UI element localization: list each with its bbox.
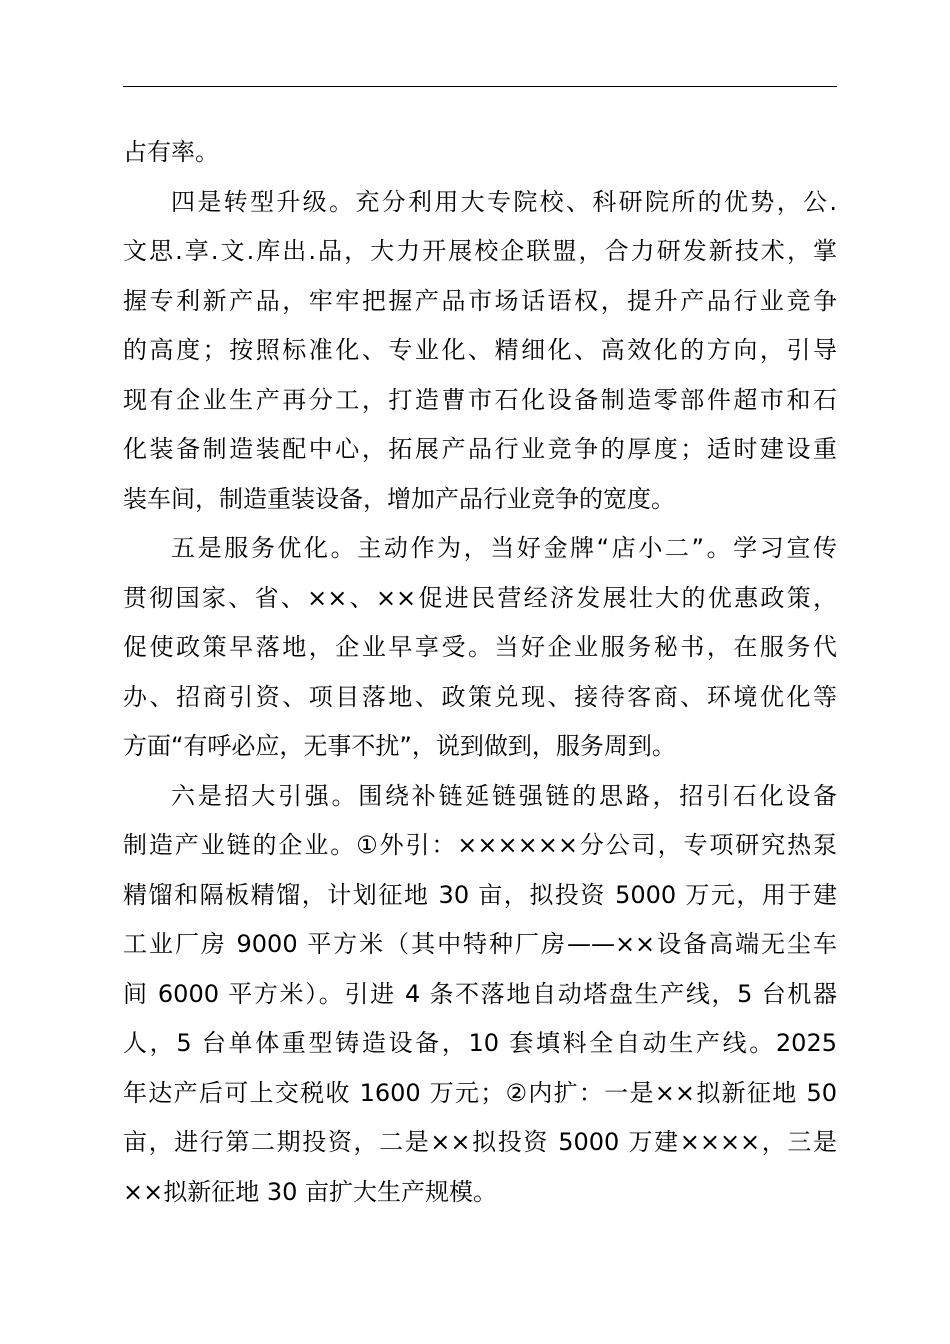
paragraph-line: 占有率。 (123, 138, 219, 166)
paragraph-line: 的高度；按照标准化、专业化、精细化、高效化的方向，引导 (123, 336, 837, 364)
paragraph-service (123, 524, 837, 772)
paragraph-line: 促使政策早落地，企业早享受。当好企业服务秘书，在服务代 (123, 633, 837, 661)
document-body (123, 128, 837, 1217)
paragraph-line: 精馏和隔板精馏，计划征地 30 亩，拟投资 5000 万元，用于建 (123, 880, 837, 909)
paragraph-line: 六是招大引强。围绕补链延链强链的思路，招引石化设备 (171, 781, 837, 810)
paragraph-line: 方面“有呼必应，无事不扰”，说到做到，服务周到。 (123, 732, 676, 760)
paragraph-line: 亩，进行第二期投资，二是××拟投资 5000 万建××××，三是 (123, 1128, 837, 1156)
paragraph-investment (123, 772, 837, 1218)
paragraph-line: ××拟新征地 30 亩扩大生产规模。 (123, 1177, 498, 1206)
paragraph-line: 制造产业链的企业。①外引：××××××分公司，专项研究热泵 (123, 831, 837, 859)
header-rule (123, 86, 837, 87)
paragraph-line: 五是服务优化。主动作为，当好金牌“店小二”。学习宣传 (171, 534, 837, 562)
paragraph-line: 人，5 台单体重型铸造设备，10 套填料全自动生产线。2025 (123, 1029, 837, 1057)
paragraph-line: 年达产后可上交税收 1600 万元；②内扩：一是××拟新征地 50 (123, 1078, 837, 1107)
paragraph-line: 贯彻国家、省、××、××促进民营经济发展壮大的优惠政策， (123, 583, 837, 612)
paragraph-intro (123, 128, 837, 178)
paragraph-line: 握专利新产品，牢牢把握产品市场话语权，提升产品行业竞争 (123, 286, 837, 315)
paragraph-line: 化装备制造装配中心，拓展产品行业竞争的厚度；适时建设重 (123, 435, 837, 463)
paragraph-line: 现有企业生产再分工，打造曹市石化设备制造零部件超市和石 (123, 385, 837, 414)
paragraph-line: 装车间，制造重装设备，增加产品行业竞争的宽度。 (123, 484, 675, 513)
paragraph-line: 四是转型升级。充分利用大专院校、科研院所的优势，公. (171, 187, 837, 216)
paragraph-transformation (123, 178, 837, 525)
paragraph-line: 文思.享.文.库出.品，大力开展校企联盟，合力研发新技术，掌 (123, 237, 837, 265)
paragraph-line: 间 6000 平方米）。引进 4 条不落地自动塔盘生产线，5 台机器 (123, 979, 837, 1008)
paragraph-line: 工业厂房 9000 平方米（其中特种厂房——××设备高端无尘车 (123, 930, 837, 958)
paragraph-line: 办、招商引资、项目落地、政策兑现、接待客商、环境优化等 (123, 682, 837, 711)
